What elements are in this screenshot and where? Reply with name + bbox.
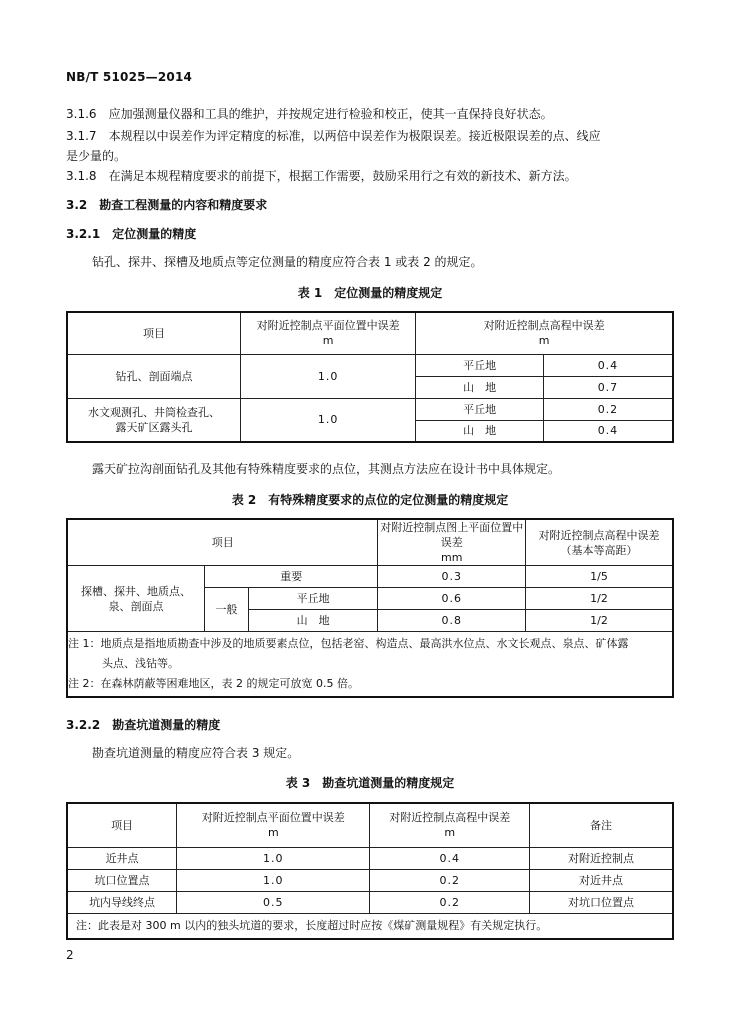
t3-header-plane: 对附近控制点平面位置中误差 m bbox=[177, 803, 370, 847]
t1-row2-item: 水文观测孔、井筒检查孔、 露天矿区露头孔 bbox=[67, 398, 240, 442]
t1-header-item: 项目 bbox=[67, 312, 240, 354]
table3 bbox=[66, 802, 674, 940]
clause-text: 在满足本规程精度要求的前提下，根据工作需要，鼓励采用行之有效的新技术、新方法。 bbox=[108, 169, 577, 183]
clause-text-cont: 是少量的。 bbox=[66, 149, 127, 163]
table-row bbox=[67, 869, 673, 891]
clause-text: 应加强测量仪器和工具的维护，并按规定进行检验和校正，使其一直保持良好状态。 bbox=[108, 107, 553, 121]
table2 bbox=[66, 518, 674, 698]
t1-row2-value-a: 0.2 bbox=[543, 398, 673, 420]
standard-code: NB/T 51025—2014 bbox=[66, 70, 193, 84]
table1-caption: 表 1 定位测量的精度规定 bbox=[297, 286, 443, 300]
t1-row2-terrain-b: 山 地 bbox=[416, 420, 544, 442]
t2-header-height: 对附近控制点高程中误差 （基本等高距） bbox=[525, 519, 673, 566]
section-3-2-1-heading bbox=[66, 224, 674, 244]
t2-general-plane-b: 0.8 bbox=[378, 610, 526, 632]
t3-row2-item: 坑口位置点 bbox=[67, 869, 177, 891]
t3-row3-remark: 对坑口位置点 bbox=[529, 891, 673, 913]
t2-note-1-cont: 头点、浅钻等。 bbox=[102, 657, 179, 670]
section-num: 3.2.1 bbox=[66, 227, 101, 241]
t3-row1-remark: 对附近控制点 bbox=[529, 847, 673, 869]
clause-3-1-6 bbox=[66, 104, 674, 124]
clause-num: 3.1.6 bbox=[66, 107, 97, 121]
t2-notes bbox=[67, 632, 673, 698]
section-title: 定位测量的精度 bbox=[112, 227, 197, 241]
section-num: 3.2 bbox=[66, 198, 88, 212]
t1-row1-item: 钻孔、剖面端点 bbox=[67, 354, 240, 398]
t3-row1-item: 近井点 bbox=[67, 847, 177, 869]
t2-important-label: 重要 bbox=[205, 566, 378, 588]
section-title: 勘查坑道测量的精度 bbox=[112, 718, 221, 732]
t3-note: 注：此表是对 300 m 以内的独头坑道的要求，长度超过时应按《煤矿测量规程》有关规定执行。 bbox=[67, 913, 673, 939]
table-row bbox=[67, 891, 673, 913]
clause-num: 3.1.7 bbox=[66, 129, 97, 143]
t2-general-height-b: 1/2 bbox=[525, 610, 673, 632]
section-3-2-2-heading bbox=[66, 715, 674, 735]
t3-header-item: 项目 bbox=[67, 803, 177, 847]
table-row bbox=[67, 847, 673, 869]
clause-3-1-8 bbox=[66, 166, 674, 186]
table3-caption: 表 3 勘查坑道测量的精度规定 bbox=[285, 776, 455, 790]
t2-general-label: 一般 bbox=[205, 588, 249, 632]
t2-note-2: 注 2：在森林荫蔽等困难地区，表 2 的规定可放宽 0.5 倍。 bbox=[68, 677, 359, 690]
clause-3-1-7 bbox=[66, 126, 674, 166]
t3-row1-plane: 1.0 bbox=[177, 847, 370, 869]
t3-header-remark: 备注 bbox=[529, 803, 673, 847]
t1-header-height: 对附近控制点高程中误差 m bbox=[416, 312, 673, 354]
t2-important-height: 1/5 bbox=[525, 566, 673, 588]
t2-general-plane-a: 0.6 bbox=[378, 588, 526, 610]
page-number: 2 bbox=[66, 948, 74, 962]
t3-row1-height: 0.4 bbox=[370, 847, 529, 869]
t3-row3-item: 坑内导线终点 bbox=[67, 891, 177, 913]
t1-row1-terrain-a: 平丘地 bbox=[416, 354, 544, 376]
t2-header-item: 项目 bbox=[67, 519, 378, 566]
t1-header-plane: 对附近控制点平面位置中误差 m bbox=[240, 312, 415, 354]
t2-note-1: 注 1：地质点是指地质勘查中涉及的地质要素点位，包括老窑、构造点、最高洪水位点、水文长观点、泉点、矿体露 bbox=[68, 637, 629, 650]
section-3-2-2-intro: 勘查坑道测量的精度应符合表 3 规定。 bbox=[92, 746, 300, 760]
t3-row3-plane: 0.5 bbox=[177, 891, 370, 913]
clause-num: 3.1.8 bbox=[66, 169, 97, 183]
clause-text: 本规程以中误差作为评定精度的标准，以两倍中误差作为极限误差。接近极限误差的点、线应 bbox=[108, 129, 601, 143]
section-3-2-heading bbox=[66, 195, 674, 215]
table1 bbox=[66, 311, 674, 443]
t3-header-height: 对附近控制点高程中误差 m bbox=[370, 803, 529, 847]
table1-followup-text: 露天矿拉沟剖面钻孔及其他有特殊精度要求的点位，其测点方法应在设计书中具体规定。 bbox=[92, 462, 561, 476]
t2-general-height-a: 1/2 bbox=[525, 588, 673, 610]
t3-row2-height: 0.2 bbox=[370, 869, 529, 891]
t3-row3-height: 0.2 bbox=[370, 891, 529, 913]
t1-row2-terrain-a: 平丘地 bbox=[416, 398, 544, 420]
t2-important-plane: 0.3 bbox=[378, 566, 526, 588]
t2-header-plane: 对附近控制点图上平面位置中误差 mm bbox=[378, 519, 526, 566]
t1-row1-plane: 1.0 bbox=[240, 354, 415, 398]
section-3-2-1-intro: 钻孔、探井、探槽及地质点等定位测量的精度应符合表 1 或表 2 的规定。 bbox=[92, 255, 483, 269]
t1-row1-value-b: 0.7 bbox=[543, 376, 673, 398]
t1-row2-plane: 1.0 bbox=[240, 398, 415, 442]
section-title: 勘查工程测量的内容和精度要求 bbox=[99, 198, 268, 212]
section-num: 3.2.2 bbox=[66, 718, 101, 732]
t2-general-terrain-a: 平丘地 bbox=[248, 588, 378, 610]
t1-row1-terrain-b: 山 地 bbox=[416, 376, 544, 398]
t3-row2-remark: 对近井点 bbox=[529, 869, 673, 891]
table2-caption: 表 2 有特殊精度要求的点位的定位测量的精度规定 bbox=[231, 493, 509, 507]
t1-row2-value-b: 0.4 bbox=[543, 420, 673, 442]
t2-item: 探槽、探井、地质点、 泉、剖面点 bbox=[67, 566, 205, 632]
t1-row1-value-a: 0.4 bbox=[543, 354, 673, 376]
t3-row2-plane: 1.0 bbox=[177, 869, 370, 891]
t2-general-terrain-b: 山 地 bbox=[248, 610, 378, 632]
